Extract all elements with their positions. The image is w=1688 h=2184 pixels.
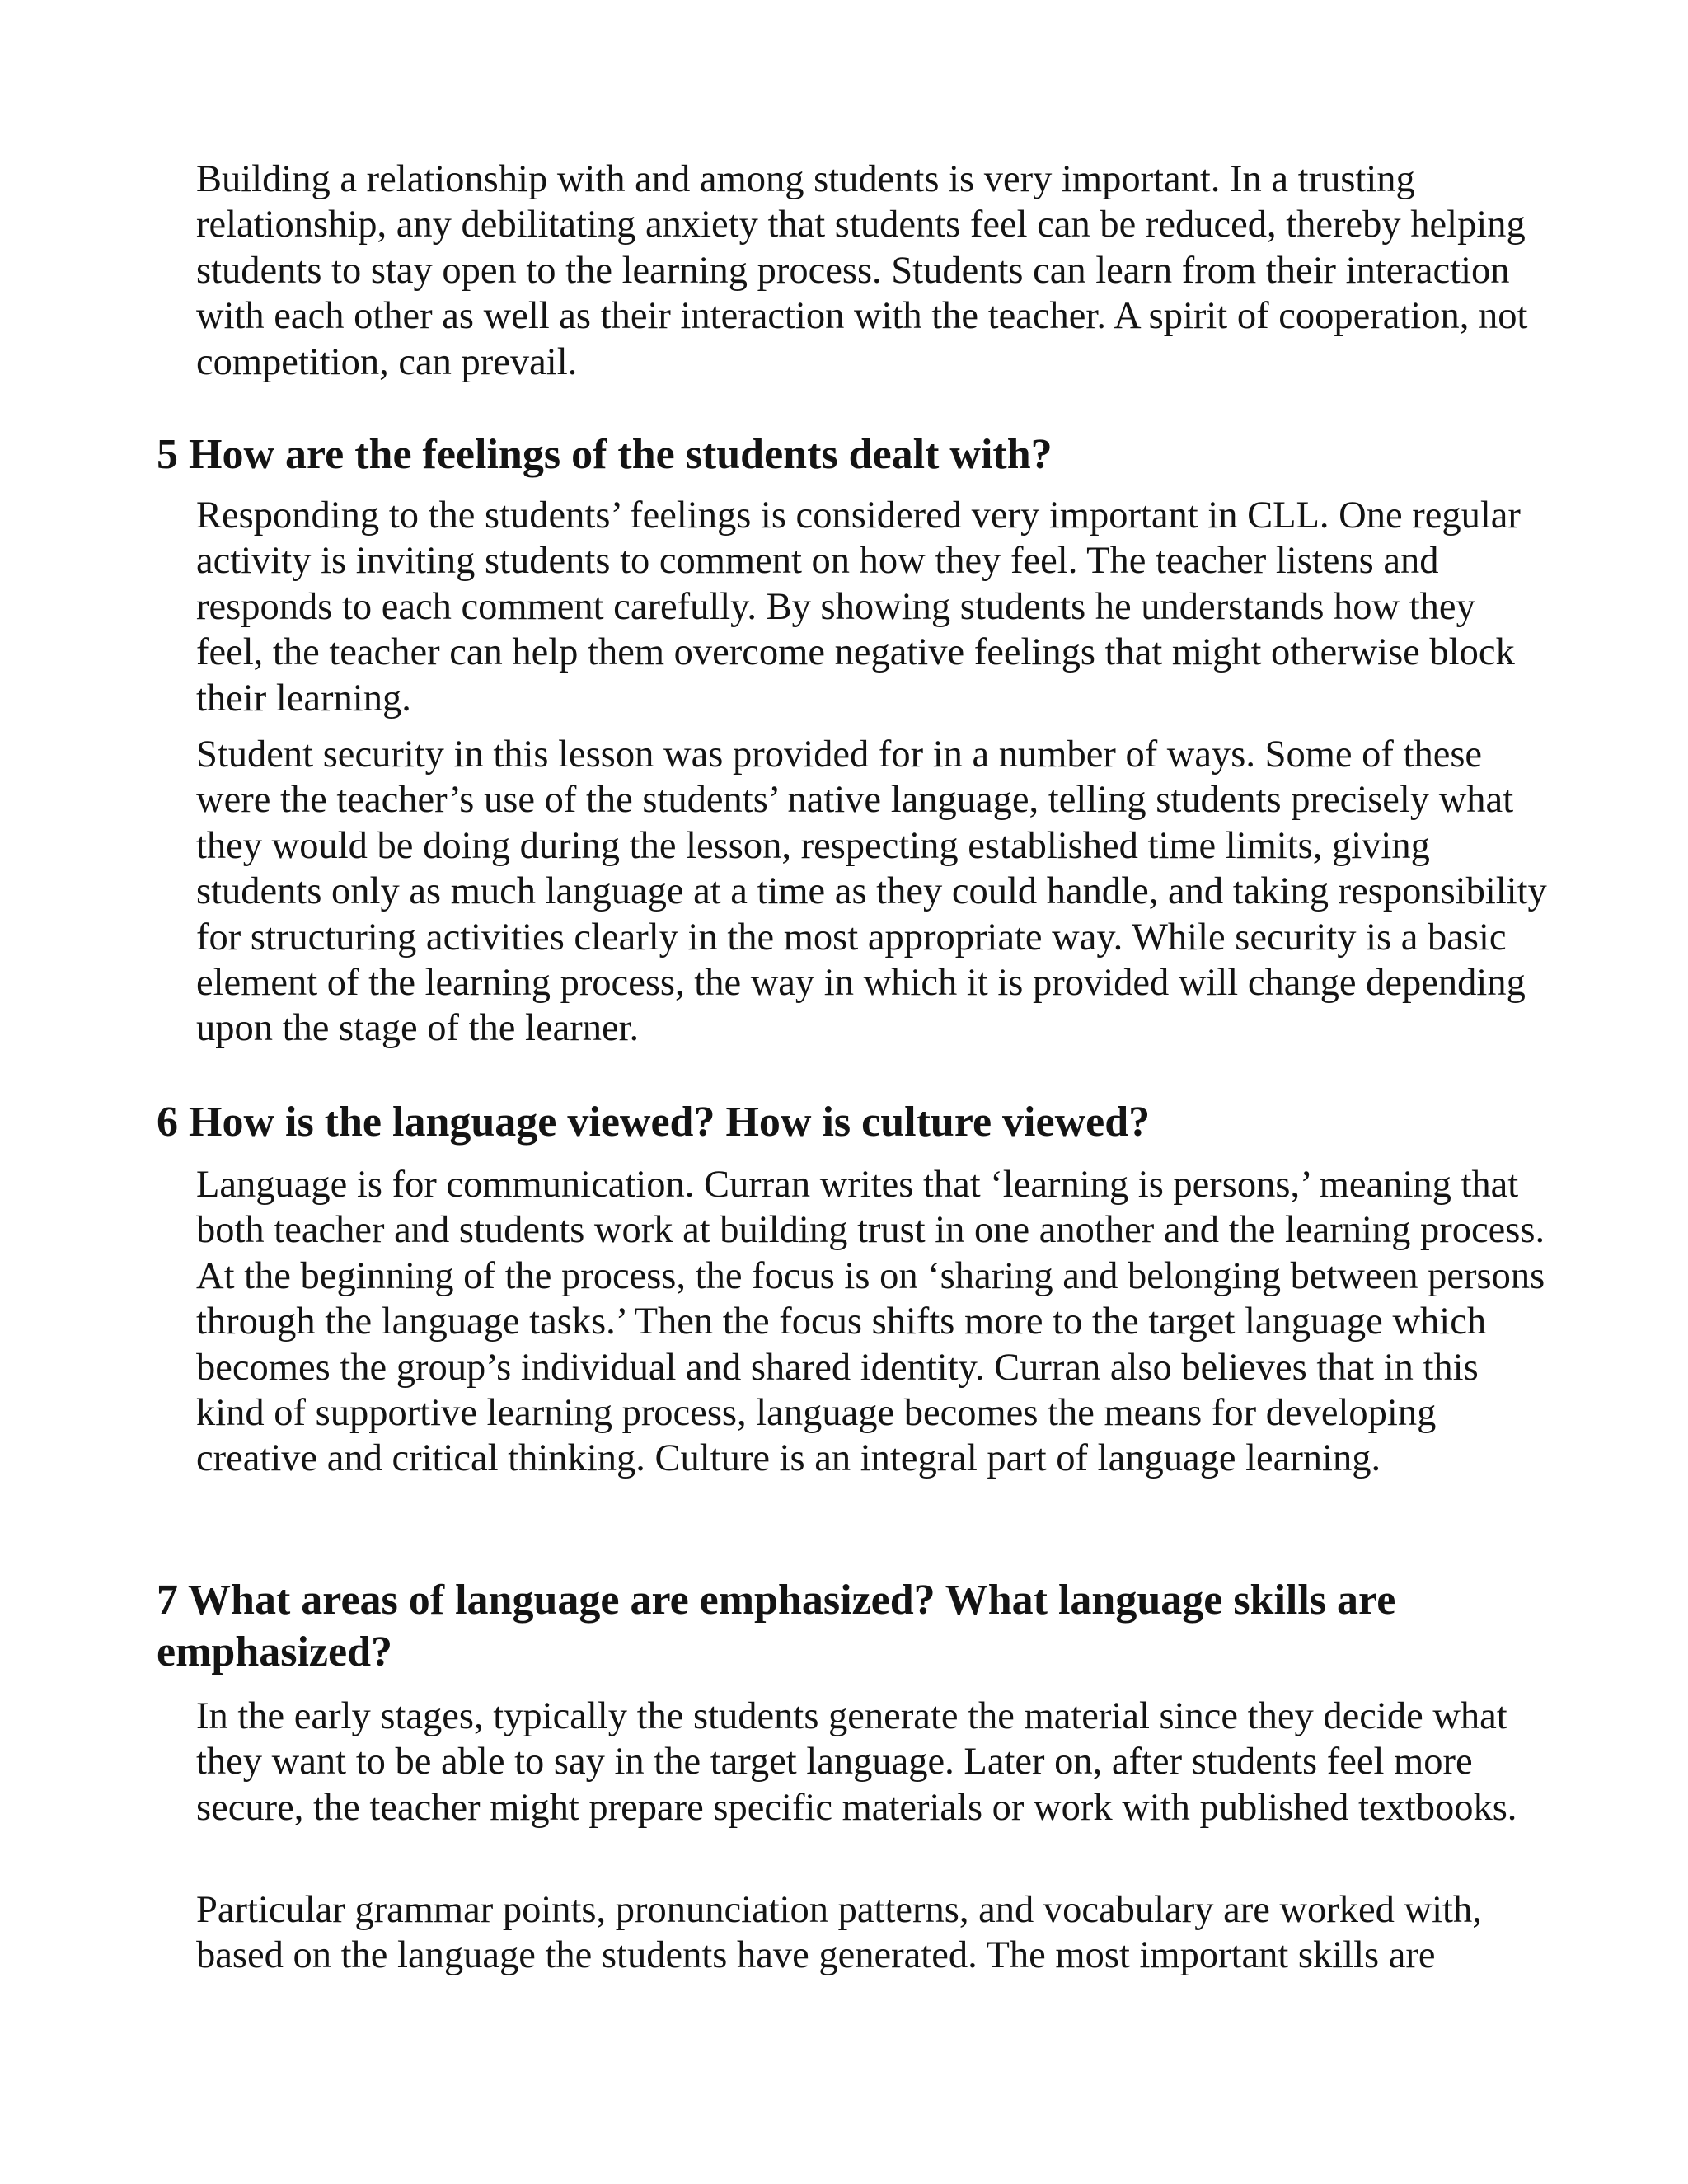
paragraph-grammar-points: Particular grammar points, pronunciation patterns, and vocabulary are worked with, based on the language the students have generated. The most important skills are	[196, 1889, 1482, 1977]
heading-section-7: 7 What areas of language are emphasized? What language skills are emphasized?	[157, 1577, 1396, 1675]
paragraph-language-culture: Language is for communication. Curran writes that ‘learning is persons,’ meaning that both teacher and students work at building trust in one another and the learning process. At the beginning of the process, the focus is on ‘sharing and belonging between persons through the language tasks.’ Then the focus shifts more to the target language which becomes the group’s individual and shared identity. Curran also believes that in this kind of supportive learning process, language becomes the means for developing creative and critical thinking. Culture is an integral part of language learning.	[196, 1164, 1545, 1480]
paragraph-feelings: Responding to the students’ feelings is considered very important in CLL. One regular activity is inviting students to comment on how they feel. The teacher listens and responds to each comment carefully. By showing students he understands how they feel, the teacher can help them overcome negative feelings that might otherwise block their learning.	[196, 494, 1521, 719]
paragraph-security: Student security in this lesson was provided for in a number of ways. Some of these were the teacher’s use of the students’ native language, telling students precisely what they would be doing during the lesson, respecting established time limits, giving students only as much language at a time as they could handle, and taking responsibility for structuring activities clearly in the most appropriate way. While security is a basic element of the learning process, the way in which it is provided will change depending upon the stage of the learner.	[196, 733, 1547, 1050]
paragraph-early-stages: In the early stages, typically the students generate the material since they decide what they want to be able to say in the target language. Later on, after students feel more secure, the teacher might prepare specific materials or work with published textbooks.	[196, 1695, 1517, 1829]
paragraph-relationship: Building a relationship with and among students is very important. In a trusting relationship, any debilitating anxiety that students feel can be reduced, thereby helping students to stay open to the learning process. Students can learn from their interaction with each other as well as their interaction with the teacher. A spirit of cooperation, not competition, can prevail.	[196, 158, 1528, 383]
heading-section-6: 6 How is the language viewed? How is culture viewed?	[157, 1099, 1151, 1146]
heading-section-5: 5 How are the feelings of the students dealt with?	[157, 431, 1053, 478]
